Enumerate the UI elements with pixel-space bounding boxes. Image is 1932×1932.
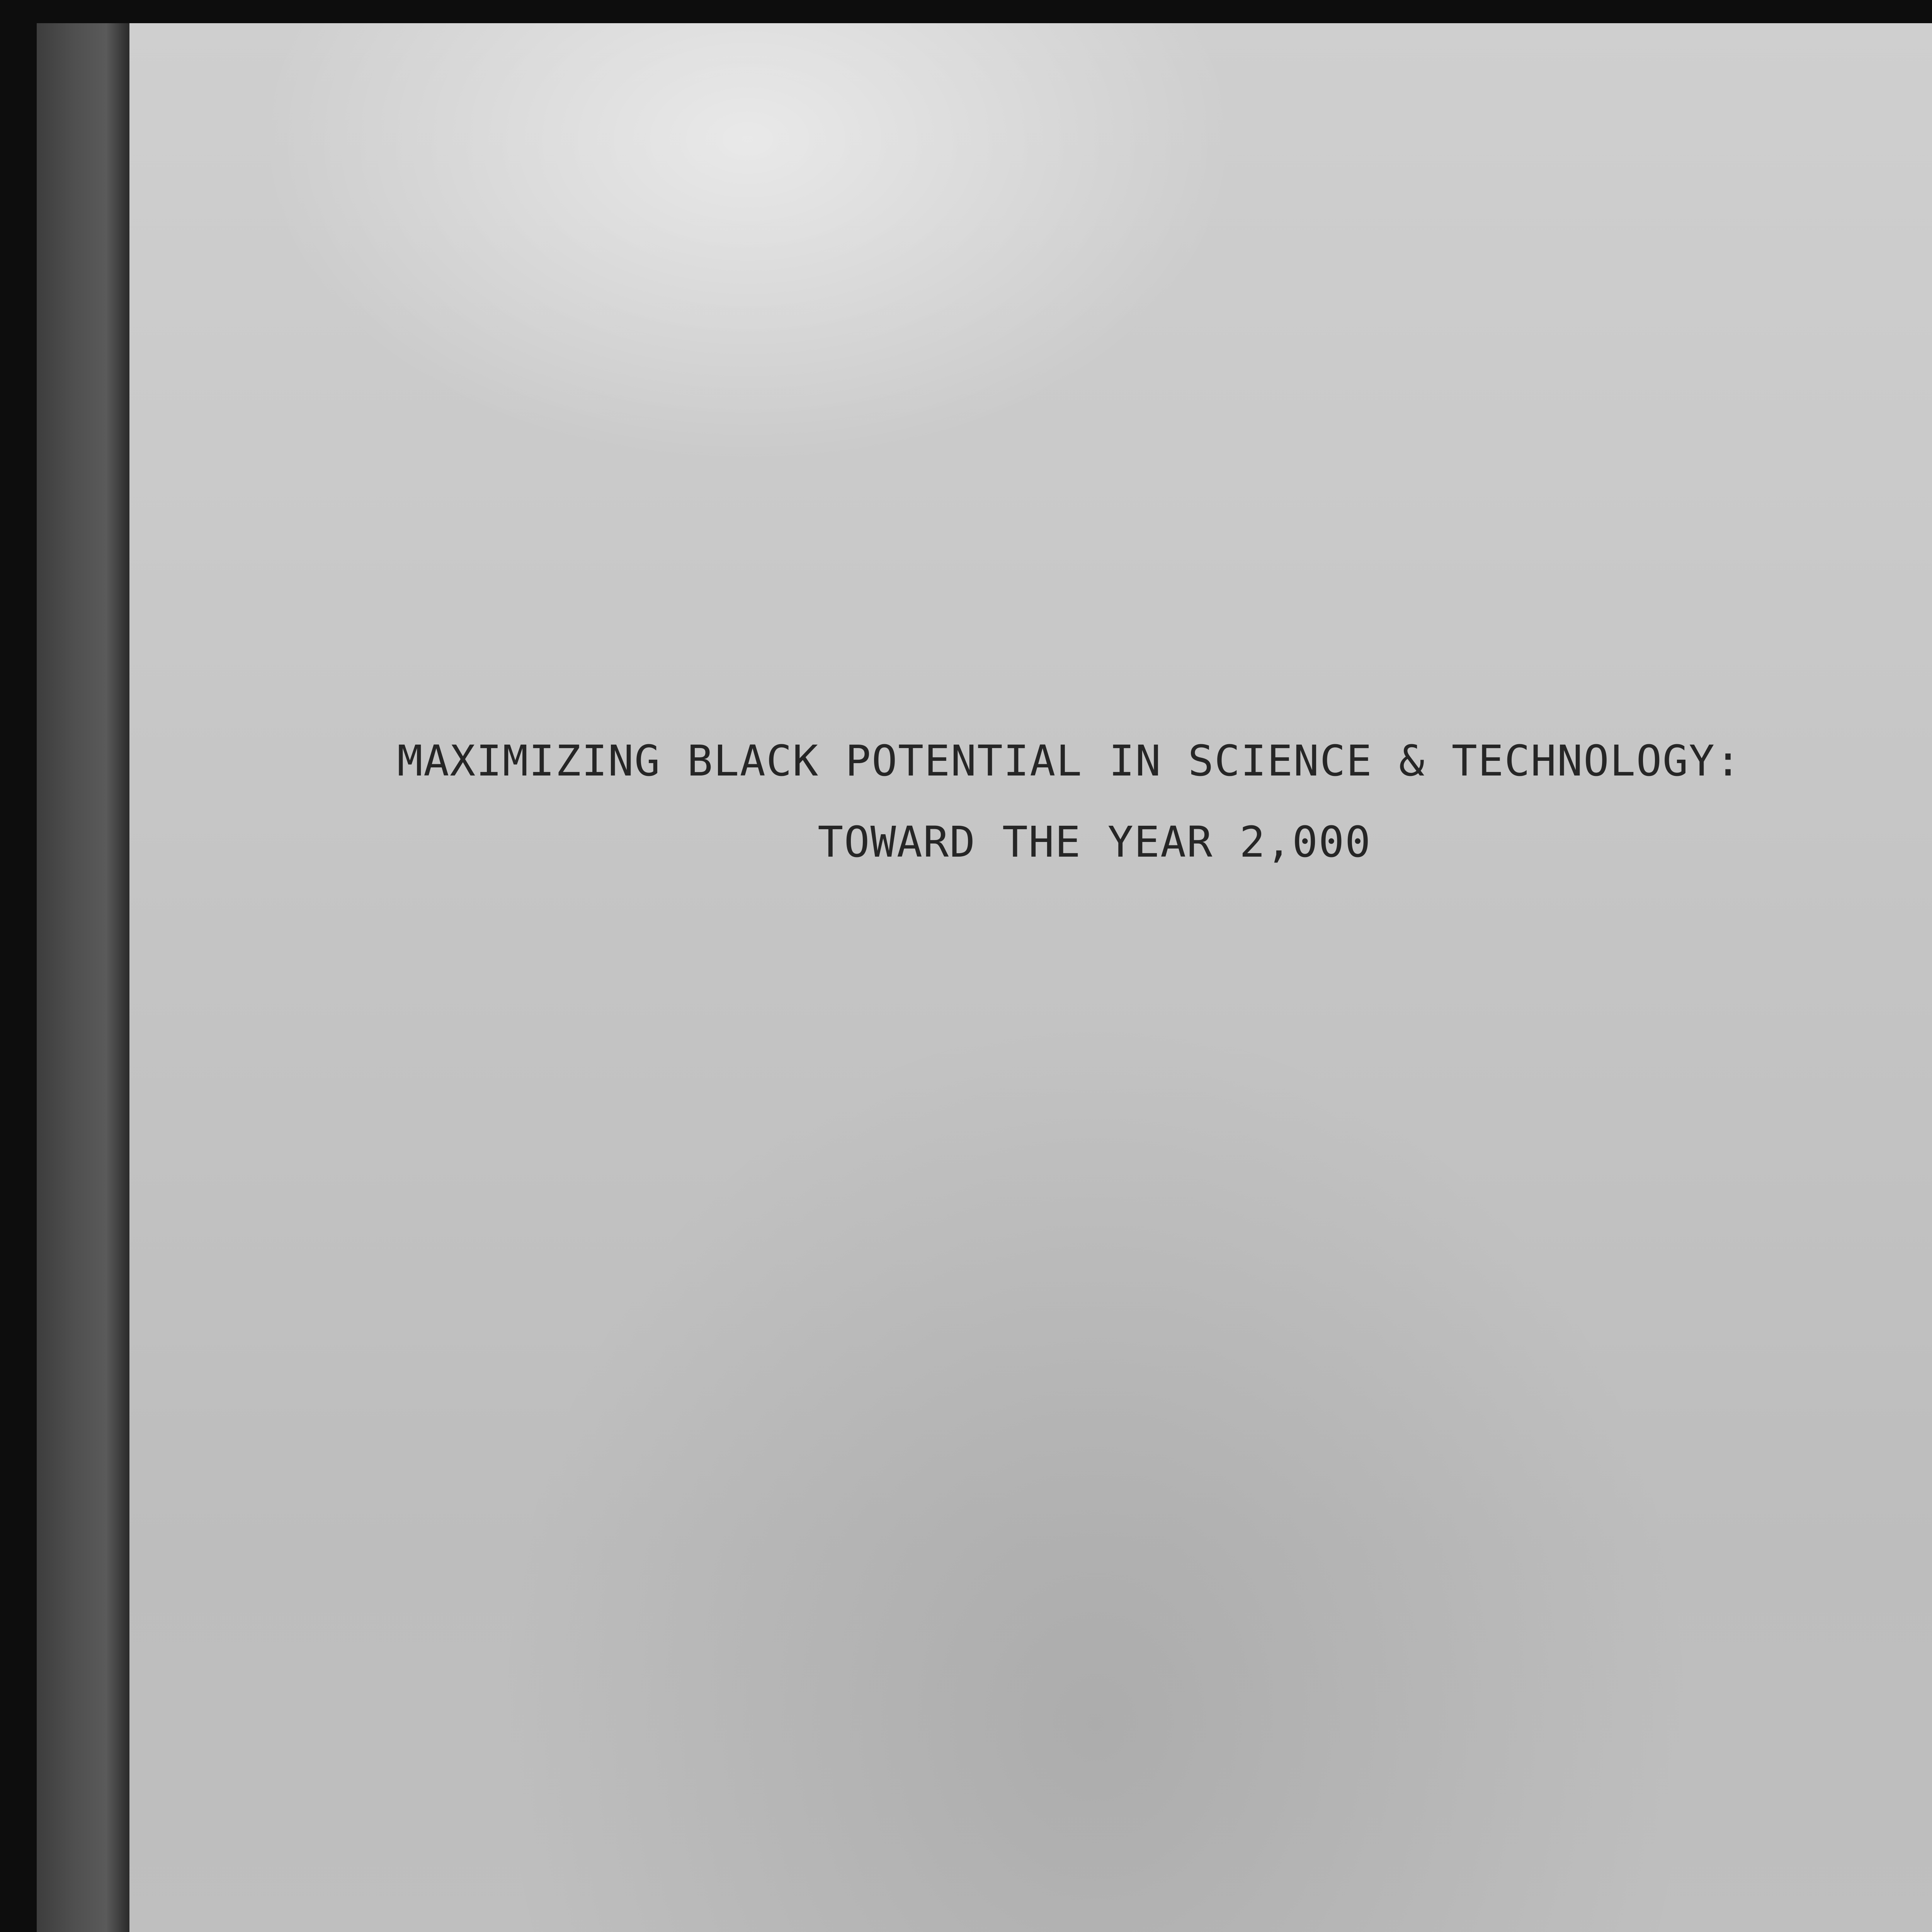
binding-spine bbox=[37, 23, 129, 1932]
title-line-1: MAXIMIZING BLACK POTENTIAL IN SCIENCE & TECHNOLOGY: bbox=[397, 736, 1742, 786]
title-line-2: TOWARD THE YEAR 2,000 bbox=[818, 817, 1371, 867]
document-cover bbox=[129, 23, 1932, 1932]
